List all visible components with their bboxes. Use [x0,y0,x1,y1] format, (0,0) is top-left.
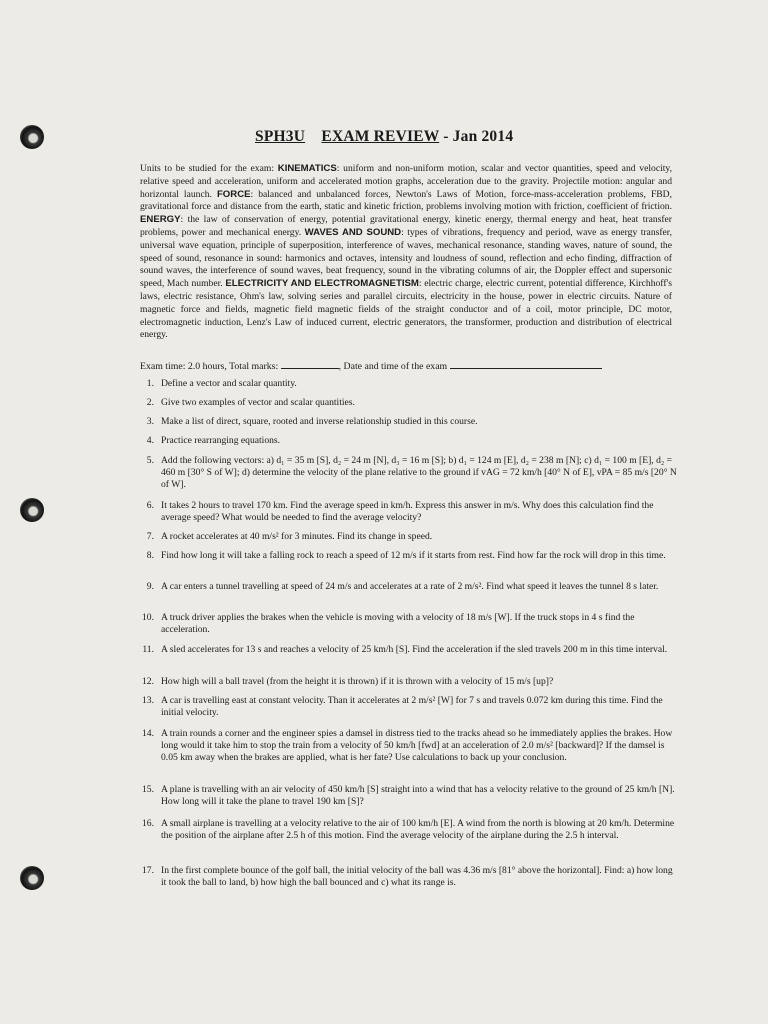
exam-title: EXAM REVIEW [321,128,440,145]
exam-info-line [140,360,680,372]
question-number: 10. [142,612,154,623]
question-text: A sled accelerates for 13 s and reaches a velocity of 25 km/h [S]. Find the acceleration if the sled travels 200 m in this time interval. [161,644,668,655]
question-number: 13. [142,695,154,706]
question-text: A small airplane is travelling at a velocity relative to the air of 100 km/h [E]. A wind from the north is blowing at 20 km/h. Determine the position of the airplane after 2.5 h of this motion. Find the average velocity of the airplane during the 2.5 h interval. [161,818,675,841]
force-label: FORCE [216,188,251,200]
waves-label: WAVES AND SOUND [304,226,402,238]
course-code: SPH3U [255,128,306,145]
punch-hole-middle [20,498,44,522]
question-number: 8. [146,550,154,561]
question-text: Add the following vectors: a) d₁ = 35 m [S], d₂ = 24 m [N], d₃ = 16 m [S]; b) d₁ = 124 m [E], d₂ = 238 m [N]; c) d₁ = 100 m [E], d₂ = 460 m [30° S of W]; d) determine the velocity of the plane relative to the ground if vAG = 72 km/h [40° N of E], vPA = 85 m/s [20° N of W]. [161,455,677,490]
question-number: 6. [146,500,154,511]
question-number: 3. [146,416,154,427]
question-text: A train rounds a corner and the engineer spies a damsel in distress tied to the tracks ahead so he immediately applies the brakes. How long would it take him to stop the train from a velocity of 50 km/h [fwd] at an acceleration of 2.0 m/s² [backward]? If the damsel is 0.05 km away when the brakes are applied, what is her fate? Use calculations to back up your conclusion. [161,728,673,763]
electricity-label: ELECTRICITY AND ELECTROMAGNETISM [225,278,419,290]
question-text: Make a list of direct, square, rooted and inverse relationship studied in this course. [161,416,478,427]
question-number: 15. [142,784,154,795]
total-marks-blank [281,360,339,369]
question-text: Find how long it will take a falling rock to reach a speed of 12 m/s if it starts from rest. Find how far the rock will drop in this time. [161,550,666,561]
question-text: In the first complete bounce of the golf ball, the initial velocity of the ball was 4.36 m/s [81° above the horizontal]. Find: a) how long it took the ball to land, b) how high the ball bounced and c) what its range is. [161,865,673,888]
punch-hole-top [20,125,44,149]
energy-text: : the law of conservation of energy, potential gravitational energy, kinetic energy, thermal energy and heat, heat transfer problems, power and mechanical energy. [140,214,672,238]
question-text: A rocket accelerates at 40 m/s² for 3 minutes. Find its change in speed. [161,531,433,542]
question-text: A car enters a tunnel travelling at speed of 24 m/s and accelerates at a rate of 2 m/s². Find what speed it leaves the tunnel 8 s later. [161,581,659,592]
question-text: Give two examples of vector and scalar quantities. [161,397,355,408]
waves-text: : types of vibrations, frequency and period, wave as energy transfer, universal wave equation, principle of superposition, interference of waves, mechanical resonance, standing waves, nature of sound, the speed of sound, resonance in sound: harmonics and octaves, intensity and loudness of sound, reflection and echo finding, diffraction of sound waves, the interference of sound waves, beat frequency, sound in the vibrating columns of air, the Doppler effect and supersonic speed, Mach number. [140,226,673,290]
question-number: 7. [146,531,154,542]
question-text: It takes 2 hours to travel 170 km. Find the average speed in km/h. Express this answer in m/s. Why does this calculation find the average speed? What would be needed to find the average velocity? [161,500,654,523]
force-text: : balanced and unbalanced forces, Newton's Laws of Motion, force-mass-acceleration problems, FBD, gravitational force and distance from the earth, static and kinetic friction, problems involving motion with friction, coefficient of friction. [140,188,672,213]
question-text: How high will a ball travel (from the height it is thrown) if it is thrown with a velocity of 15 m/s [up]? [161,676,554,687]
exam-time-text: Exam time: 2.0 hours, Total marks: [140,361,281,372]
question-number: 16. [142,818,154,829]
question-number: 14. [142,728,154,739]
question-number: 9. [146,581,154,592]
question-number: 17. [142,865,154,876]
electricity-text: : electric charge, electric current, potential difference, Kirchhoff's laws, electric resistance, Ohm's law, solving series and parallel circuits, electricity in the house, power in electric circuits. Nature of magnetic force and fields, magnetic field magnetic fields of the straight conductor and of a coil, motor principle, DC motor, electromagnetic induction, Lenz's Law of induced current, electric generators, the transformer, production and distribution of electrical energy. [140,278,672,341]
intro-lead: Units to be studied for the exam: [140,163,278,174]
question-number: 2. [146,397,154,408]
exam-date: Jan 2014 [452,128,514,145]
units-paragraph [140,163,672,342]
question-text: Practice rearranging equations. [161,435,281,446]
question-text: A plane is travelling with an air velocity of 450 km/h [S] straight into a wind that has a velocity relative to the ground of 25 km/h [N]. How long will it take the plane to travel 190 km [S]? [161,784,675,807]
kinematics-text: : uniform and non-uniform motion, scalar and vector quantities, speed and velocity, relative speed and acceleration, uniform and accelerated motion graphs, acceleration due to the gravity. Projectile motion: angular and horizontal launch. [140,163,672,200]
question-text: A car is travelling east at constant velocity. Than it accelerates at 2 m/s² [W] for 7 s and travels 0.072 km during this time. Find the initial velocity. [161,695,663,718]
question-number: 1. [146,378,154,389]
exam-date-blank [450,360,602,369]
question-number: 11. [142,644,154,655]
question-text: A truck driver applies the brakes when the vehicle is moving with a velocity of 18 m/s [W]. If the truck stops in 4 s find the acceleration. [161,612,635,635]
energy-label: ENERGY [140,214,181,226]
exam-date-text: , Date and time of the exam [338,361,450,372]
question-text: Define a vector and scalar quantity. [161,378,297,389]
title-separator: - [439,128,453,145]
page-title [255,128,513,146]
question-number: 12. [142,676,154,687]
kinematics-label: KINEMATICS [277,163,337,174]
punch-hole-bottom [20,866,44,890]
question-number: 4. [146,435,154,446]
question-number: 5. [146,455,154,466]
